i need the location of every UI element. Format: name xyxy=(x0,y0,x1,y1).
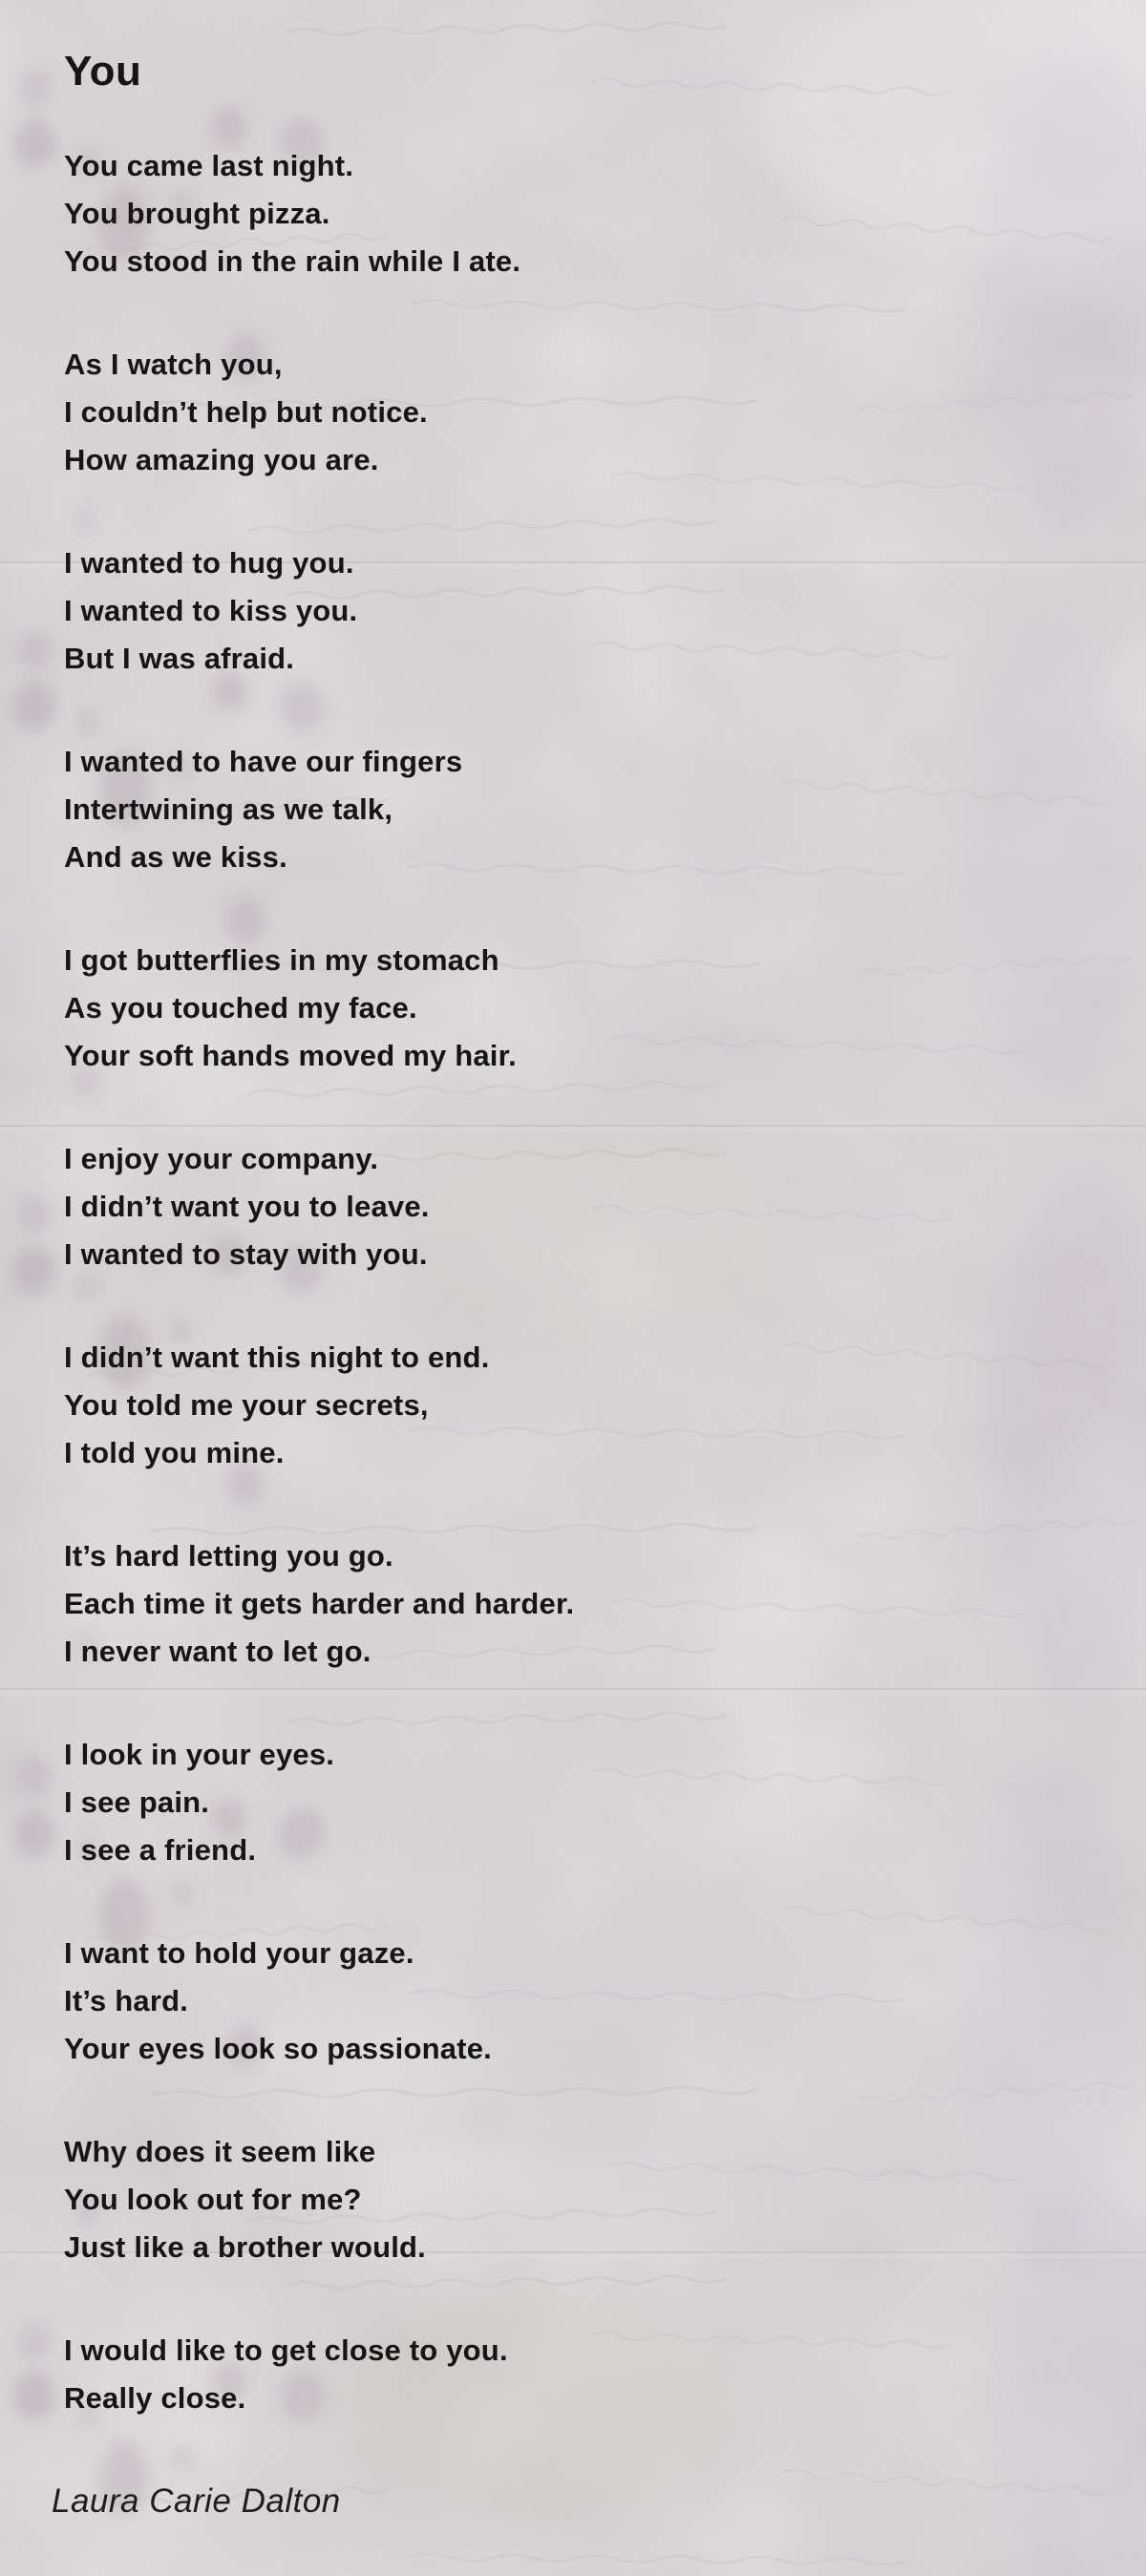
stanza-1 xyxy=(64,142,1095,285)
stanza-5 xyxy=(64,937,1095,1080)
poem-line: You told me your secrets, xyxy=(64,1388,429,1422)
stanza-12 xyxy=(64,2327,1095,2422)
poem-content xyxy=(52,0,1095,2525)
poem-line: You stood in the rain while I ate. xyxy=(64,244,521,278)
poem-line: How amazing you are. xyxy=(64,443,379,476)
poem-line: Why does it seem like xyxy=(64,2135,376,2168)
poem-title: You xyxy=(64,48,142,95)
poem-line: Intertwining as we talk, xyxy=(64,792,393,826)
stanza-4 xyxy=(64,738,1095,881)
poem-line: I wanted to have our fingers xyxy=(64,745,463,778)
poem-line: Just like a brother would. xyxy=(64,2230,426,2264)
poem-line: I would like to get close to you. xyxy=(64,2333,508,2367)
poem-line: Really close. xyxy=(64,2381,246,2415)
poem-line: I see pain. xyxy=(64,1785,210,1819)
poem-line: As I watch you, xyxy=(64,348,283,381)
poem-line: As you touched my face. xyxy=(64,991,417,1024)
poem-line: I want to hold your gaze. xyxy=(64,1936,414,1970)
poem-line: And as we kiss. xyxy=(64,840,287,874)
poem-line: I couldn’t help but notice. xyxy=(64,395,428,429)
poem-line: I wanted to stay with you. xyxy=(64,1237,428,1271)
stanza-6 xyxy=(64,1135,1095,1278)
stanza-2 xyxy=(64,341,1095,484)
poem-line: It’s hard. xyxy=(64,1984,189,2017)
stanza-7 xyxy=(64,1334,1095,1477)
stanza-3 xyxy=(64,539,1095,683)
poem-line: I enjoy your company. xyxy=(64,1142,379,1175)
poem-line: I didn’t want this night to end. xyxy=(64,1341,490,1374)
poem-line: But I was afraid. xyxy=(64,642,295,675)
poem-line: I wanted to hug you. xyxy=(64,546,354,580)
poem-line: Each time it gets harder and harder. xyxy=(64,1587,575,1620)
poem-line: I look in your eyes. xyxy=(64,1738,335,1771)
stanza-10 xyxy=(64,1930,1095,2073)
poem-line: I got butterflies in my stomach xyxy=(64,943,499,977)
poem-line: It’s hard letting you go. xyxy=(64,1539,393,1573)
stanza-8 xyxy=(64,1532,1095,1676)
poem-line: I see a friend. xyxy=(64,1833,257,1867)
poem-line: Your soft hands moved my hair. xyxy=(64,1039,517,1072)
poem-line: You look out for me? xyxy=(64,2183,362,2216)
poem-line: I never want to let go. xyxy=(64,1635,371,1668)
poem-line: You came last night. xyxy=(64,149,354,182)
stanza-9 xyxy=(64,1731,1095,1874)
poem-line: Your eyes look so passionate. xyxy=(64,2032,492,2065)
poem-author-signature: Laura Carie Dalton xyxy=(52,2482,341,2520)
poem-line: I wanted to kiss you. xyxy=(64,594,358,627)
poem-line: I didn’t want you to leave. xyxy=(64,1190,430,1223)
poem-line: I told you mine. xyxy=(64,1436,285,1469)
poem-line: You brought pizza. xyxy=(64,197,330,230)
stanza-11 xyxy=(64,2128,1095,2271)
